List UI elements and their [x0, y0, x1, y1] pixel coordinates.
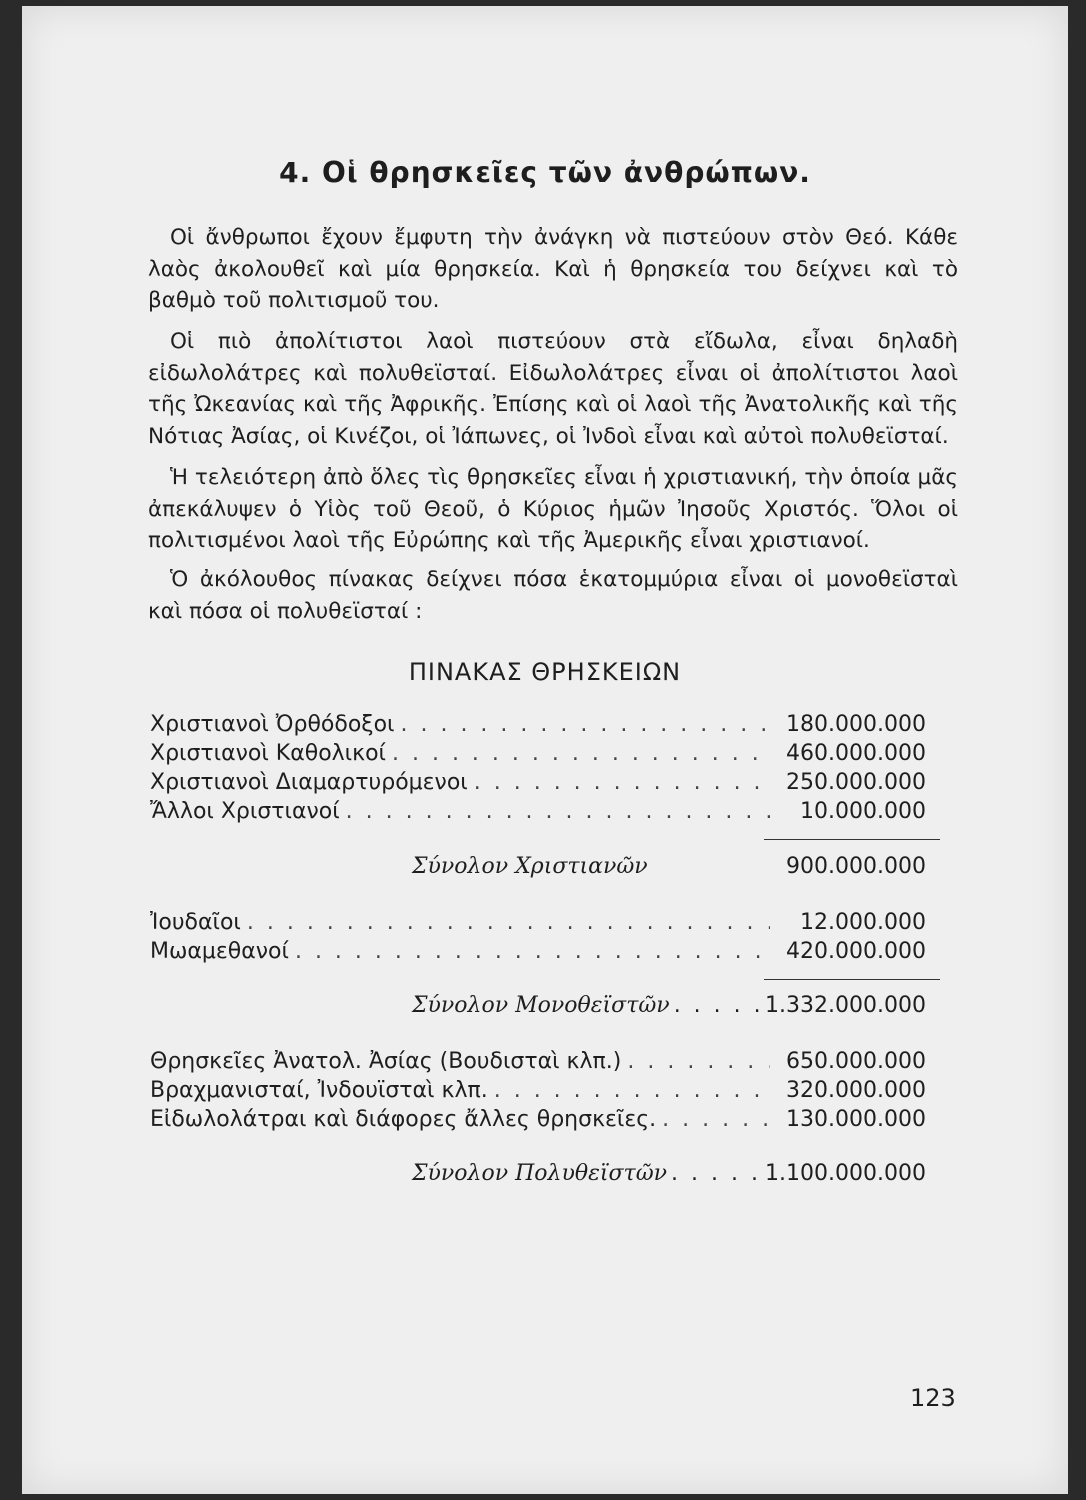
row-value: 12.000.000 — [800, 910, 926, 935]
paragraph-2: Οἱ πιὸ ἀπολίτιστοι λαοὶ πιστεύουν στὰ εἴδωλα, εἶναι δηλαδὴ εἰδωλολάτρες καὶ πολυθεϊσταί. Εἰδωλολάτρες εἶναι οἱ ἀπολίτιστοι λαοὶ τῆς Ὠκεανίας καὶ τῆς Ἀφρικῆς. Ἐπίσης καὶ οἱ λαοὶ τῆς Ἀνατολικῆς καὶ τῆς Νότιας Ἀσίας, οἱ Κινέζοι, οἱ Ἰάπωνες, οἱ Ἰνδοὶ εἶναι καὶ αὐτοὶ πολυθεϊσταί. — [148, 329, 958, 449]
row-label: Εἰδωλολάτραι καὶ διάφορες ἄλλες θρησκεῖες. — [150, 1107, 657, 1132]
subtotal-value: 1.100.000.000 — [765, 1161, 926, 1186]
row-label: Ἄλλοι Χριστιανοί — [150, 799, 340, 824]
table-row — [150, 741, 926, 769]
row-value: 180.000.000 — [786, 712, 926, 737]
row-label: Μωαμεθανοί — [150, 939, 289, 964]
subtotal-value: 1.332.000.000 — [765, 993, 926, 1018]
table-row — [150, 910, 926, 938]
section-heading: 4. Οἱ θρησκεῖες τῶν ἀνθρώπων. — [279, 156, 811, 189]
leader-dots — [400, 712, 770, 737]
table-row — [150, 1078, 926, 1106]
row-value: 130.000.000 — [786, 1107, 926, 1132]
subtotal-rule — [764, 979, 940, 980]
row-value: 420.000.000 — [786, 939, 926, 964]
row-label: Ἰουδαῖοι — [150, 910, 241, 935]
table-row — [150, 939, 926, 967]
row-value: 320.000.000 — [786, 1078, 926, 1103]
paragraph-1: Οἱ ἄνθρωποι ἔχουν ἔμφυτη τὴν ἀνάγκη νὰ πιστεύουν στὸν Θεό. Κάθε λαὸς ἀκολουθεῖ καὶ μία θρησκεία. Καὶ ἡ θρησκεία του δείχνει καὶ τὸ βαθμὸ τοῦ πολιτισμοῦ του. — [148, 225, 958, 313]
leader-dots — [247, 910, 770, 935]
leader-dots — [674, 993, 761, 1018]
row-label: Θρησκεῖες Ἀνατολ. Ἀσίας (Βουδισταὶ κλπ.) — [150, 1049, 622, 1074]
subtotal-label: Σύνολον Χριστιανῶν — [412, 854, 648, 879]
leader-dots — [494, 1078, 770, 1103]
row-label: Βραχμανισταί, Ἰνδουϊσταὶ κλπ. — [150, 1078, 488, 1103]
row-value: 460.000.000 — [786, 741, 926, 766]
subtotal-value: 900.000.000 — [786, 854, 926, 879]
subtotal-label: Σύνολον Πολυθεϊστῶν — [412, 1161, 668, 1186]
table-row — [150, 770, 926, 798]
row-label: Χριστιανοὶ Ὀρθόδοξοι — [150, 712, 395, 737]
leader-dots — [346, 799, 770, 824]
table-row — [150, 1107, 926, 1135]
leader-dots — [392, 741, 770, 766]
leader-dots — [662, 1107, 770, 1132]
table-row — [150, 1049, 926, 1077]
table-row — [150, 799, 926, 827]
leader-dots — [627, 1049, 770, 1074]
paragraph-4: Ὁ ἀκόλουθος πίνακας δείχνει πόσα ἑκατομμύρια εἶναι οἱ μονοθεϊσταὶ καὶ πόσα οἱ πολυθεϊσταί : — [148, 567, 958, 624]
table-title: ΠΙΝΑΚΑΣ ΘΡΗΣΚΕΙΩΝ — [408, 658, 682, 686]
subtotal-row — [150, 854, 926, 884]
table-row — [150, 712, 926, 740]
subtotal-row — [150, 1161, 926, 1191]
row-value: 250.000.000 — [786, 770, 926, 795]
row-label: Χριστιανοὶ Καθολικοί — [150, 741, 386, 766]
page-number: 123 — [910, 1384, 956, 1412]
subtotal-rule — [764, 839, 940, 840]
leader-dots — [474, 770, 770, 795]
book-page — [22, 6, 1068, 1494]
row-value: 650.000.000 — [786, 1049, 926, 1074]
paragraph-3: Ἡ τελειότερη ἀπὸ ὅλες τὶς θρησκεῖες εἶναι ἡ χριστιανική, τὴν ὁποία μᾶς ἀπεκάλυψεν ὁ Υἱὸς τοῦ Θεοῦ, ὁ Κύριος ἡμῶν Ἰησοῦς Χριστός. Ὅλοι οἱ πολιτισμένοι λαοὶ τῆς Εὐρώπης καὶ τῆς Ἀμερικῆς εἶναι χριστιανοί. — [148, 465, 958, 553]
leader-dots — [295, 939, 770, 964]
row-value: 10.000.000 — [800, 799, 926, 824]
subtotal-label: Σύνολον Μονοθεϊστῶν — [412, 993, 670, 1018]
subtotal-row — [150, 993, 926, 1023]
leader-dots — [671, 1161, 761, 1186]
row-label: Χριστιανοὶ Διαμαρτυρόμενοι — [150, 770, 468, 795]
